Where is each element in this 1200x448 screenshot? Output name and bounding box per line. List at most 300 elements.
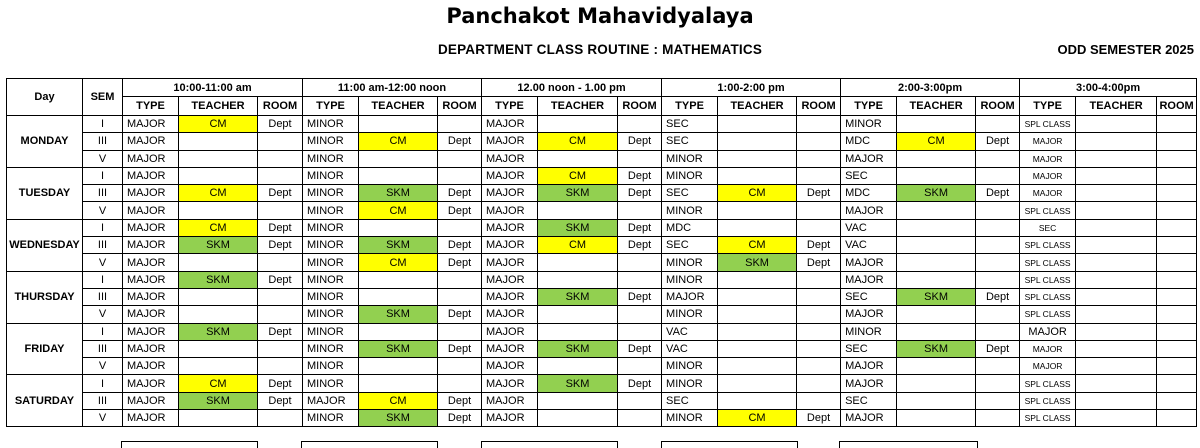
next-table-border — [481, 441, 618, 448]
room-cell: Dept — [618, 375, 662, 392]
class-type-cell: SEC — [662, 133, 718, 150]
table-row — [7, 237, 1197, 254]
room-cell — [976, 392, 1020, 409]
sem-cell: V — [83, 202, 123, 219]
column-subheader: ROOM — [258, 97, 303, 116]
room-cell — [976, 167, 1020, 184]
teacher-cell — [897, 375, 976, 392]
room-cell — [438, 375, 482, 392]
room-cell — [976, 219, 1020, 236]
table-row — [7, 150, 1197, 167]
class-type-cell: SPL CLASS — [1020, 375, 1076, 392]
room-cell — [618, 306, 662, 323]
sem-cell: III — [83, 185, 123, 202]
column-subheader: TYPE — [1020, 97, 1076, 116]
class-type-cell: MINOR — [303, 288, 359, 305]
room-cell: Dept — [976, 340, 1020, 357]
sem-cell: I — [83, 323, 123, 340]
class-type-cell: MAJOR — [123, 340, 179, 357]
sem-cell: III — [83, 288, 123, 305]
class-type-cell: MAJOR — [1020, 323, 1076, 340]
room-cell: Dept — [438, 185, 482, 202]
room-cell: Dept — [438, 392, 482, 409]
class-type-cell: MINOR — [303, 340, 359, 357]
column-subheader: TYPE — [662, 97, 718, 116]
teacher-cell — [359, 116, 438, 133]
class-type-cell: SEC — [841, 288, 897, 305]
column-subheader: TEACHER — [897, 97, 976, 116]
sem-cell: I — [83, 375, 123, 392]
teacher-cell — [538, 271, 618, 288]
class-type-cell: MINOR — [303, 410, 359, 427]
class-type-cell: SPL CLASS — [1020, 254, 1076, 271]
teacher-cell: SKM — [897, 340, 976, 357]
table-row — [7, 133, 1197, 150]
teacher-cell — [897, 306, 976, 323]
teacher-cell: SKM — [538, 185, 618, 202]
class-type-cell: SEC — [841, 167, 897, 184]
room-cell — [1157, 150, 1197, 167]
class-type-cell: SEC — [662, 392, 718, 409]
class-type-cell: MINOR — [303, 185, 359, 202]
class-type-cell: MAJOR — [123, 306, 179, 323]
teacher-cell — [538, 306, 618, 323]
teacher-cell — [1076, 167, 1157, 184]
class-type-cell: MAJOR — [841, 271, 897, 288]
table-row — [7, 375, 1197, 392]
room-cell — [258, 133, 303, 150]
room-cell — [258, 150, 303, 167]
sem-cell: V — [83, 410, 123, 427]
room-cell — [438, 150, 482, 167]
table-row — [7, 116, 1197, 133]
room-cell — [618, 202, 662, 219]
sem-cell: I — [83, 116, 123, 133]
room-cell — [976, 306, 1020, 323]
room-cell — [976, 323, 1020, 340]
teacher-cell — [718, 202, 797, 219]
teacher-cell: CM — [718, 410, 797, 427]
room-cell: Dept — [618, 167, 662, 184]
teacher-cell — [718, 392, 797, 409]
teacher-cell: SKM — [179, 392, 258, 409]
column-subheader: TEACHER — [179, 97, 258, 116]
class-type-cell: MINOR — [303, 202, 359, 219]
time-slot-header: 12.00 noon - 1.00 pm — [482, 79, 662, 97]
sem-cell: III — [83, 392, 123, 409]
day-cell: WEDNESDAY — [7, 219, 83, 271]
teacher-cell — [897, 410, 976, 427]
teacher-cell: CM — [538, 237, 618, 254]
teacher-cell — [718, 288, 797, 305]
time-slot-header: 1:00-2:00 pm — [662, 79, 841, 97]
sem-cell: I — [83, 219, 123, 236]
day-cell: TUESDAY — [7, 167, 83, 219]
column-subheader: ROOM — [976, 97, 1020, 116]
room-cell: Dept — [258, 116, 303, 133]
teacher-cell — [179, 150, 258, 167]
room-cell: Dept — [258, 392, 303, 409]
room-cell: Dept — [438, 254, 482, 271]
class-type-cell: MINOR — [303, 306, 359, 323]
class-type-cell: VAC — [662, 323, 718, 340]
class-type-cell: MDC — [841, 133, 897, 150]
room-cell — [438, 323, 482, 340]
class-type-cell: MINOR — [303, 133, 359, 150]
column-subheader: ROOM — [1157, 97, 1197, 116]
time-slot-header: 3:00-4:00pm — [1020, 79, 1197, 97]
teacher-cell — [1076, 410, 1157, 427]
class-type-cell: VAC — [841, 237, 897, 254]
class-type-cell: MAJOR — [482, 340, 538, 357]
room-cell — [258, 254, 303, 271]
room-cell — [1157, 254, 1197, 271]
teacher-cell — [359, 150, 438, 167]
class-type-cell: MINOR — [662, 410, 718, 427]
room-cell — [1157, 202, 1197, 219]
class-type-cell: MAJOR — [841, 254, 897, 271]
class-type-cell: MAJOR — [123, 375, 179, 392]
room-cell — [797, 116, 841, 133]
room-cell — [1157, 392, 1197, 409]
sem-cell: III — [83, 340, 123, 357]
class-type-cell: MAJOR — [1020, 133, 1076, 150]
class-type-cell: MAJOR — [841, 306, 897, 323]
teacher-cell — [718, 150, 797, 167]
teacher-cell — [1076, 237, 1157, 254]
room-cell — [797, 271, 841, 288]
teacher-cell — [1076, 288, 1157, 305]
teacher-cell — [1076, 392, 1157, 409]
table-row — [7, 410, 1197, 427]
teacher-cell — [538, 116, 618, 133]
teacher-cell — [179, 167, 258, 184]
column-subheader: TYPE — [482, 97, 538, 116]
teacher-cell: SKM — [359, 410, 438, 427]
room-cell — [1157, 271, 1197, 288]
room-cell — [438, 167, 482, 184]
class-type-cell: MINOR — [662, 375, 718, 392]
class-type-cell: MAJOR — [1020, 185, 1076, 202]
teacher-cell — [897, 167, 976, 184]
room-cell: Dept — [438, 133, 482, 150]
class-type-cell: MAJOR — [123, 202, 179, 219]
room-cell — [1157, 358, 1197, 375]
teacher-cell — [897, 358, 976, 375]
teacher-cell — [718, 167, 797, 184]
class-type-cell: MINOR — [662, 150, 718, 167]
room-cell: Dept — [618, 288, 662, 305]
room-cell — [618, 358, 662, 375]
teacher-cell: SKM — [179, 271, 258, 288]
day-cell: THURSDAY — [7, 271, 83, 323]
class-type-cell: SEC — [841, 392, 897, 409]
sem-cell: V — [83, 254, 123, 271]
class-type-cell: VAC — [841, 219, 897, 236]
room-cell: Dept — [618, 340, 662, 357]
class-type-cell: MAJOR — [482, 237, 538, 254]
teacher-cell: CM — [538, 167, 618, 184]
room-cell — [797, 133, 841, 150]
sem-cell: V — [83, 306, 123, 323]
class-type-cell: SEC — [662, 237, 718, 254]
column-subheader: TYPE — [123, 97, 179, 116]
class-type-cell: MINOR — [303, 358, 359, 375]
class-type-cell: MAJOR — [123, 150, 179, 167]
class-type-cell: MINOR — [303, 254, 359, 271]
class-type-cell: MAJOR — [123, 219, 179, 236]
room-cell — [1157, 323, 1197, 340]
class-type-cell: MAJOR — [123, 133, 179, 150]
room-cell — [258, 167, 303, 184]
class-type-cell: MAJOR — [123, 410, 179, 427]
room-cell — [618, 271, 662, 288]
teacher-cell: SKM — [179, 237, 258, 254]
room-cell: Dept — [976, 133, 1020, 150]
table-row — [7, 323, 1197, 340]
class-type-cell: MINOR — [303, 375, 359, 392]
class-type-cell: MAJOR — [482, 202, 538, 219]
class-type-cell: MAJOR — [1020, 167, 1076, 184]
room-cell — [976, 150, 1020, 167]
teacher-cell — [718, 133, 797, 150]
teacher-cell: SKM — [718, 254, 797, 271]
teacher-cell — [538, 202, 618, 219]
teacher-cell — [179, 202, 258, 219]
semester-label: ODD SEMESTER 2025 — [1057, 42, 1194, 57]
teacher-cell — [897, 392, 976, 409]
teacher-cell — [1076, 150, 1157, 167]
room-cell — [1157, 185, 1197, 202]
table-row — [7, 288, 1197, 305]
class-type-cell: MAJOR — [123, 185, 179, 202]
room-cell — [797, 358, 841, 375]
class-type-cell: MAJOR — [482, 323, 538, 340]
teacher-cell — [1076, 306, 1157, 323]
day-cell: MONDAY — [7, 116, 83, 168]
teacher-cell — [718, 375, 797, 392]
class-type-cell: MINOR — [662, 202, 718, 219]
room-cell — [618, 150, 662, 167]
class-type-cell: MAJOR — [841, 202, 897, 219]
class-type-cell: MAJOR — [1020, 150, 1076, 167]
next-table-border — [121, 441, 258, 448]
sem-header: SEM — [83, 79, 123, 116]
teacher-cell — [538, 323, 618, 340]
class-type-cell: MINOR — [662, 167, 718, 184]
room-cell: Dept — [258, 323, 303, 340]
room-cell — [976, 410, 1020, 427]
room-cell — [438, 219, 482, 236]
class-type-cell: MAJOR — [482, 358, 538, 375]
teacher-cell — [718, 116, 797, 133]
teacher-cell — [897, 150, 976, 167]
room-cell — [976, 237, 1020, 254]
class-type-cell: MINOR — [303, 116, 359, 133]
column-subheader: TEACHER — [1076, 97, 1157, 116]
teacher-cell — [1076, 185, 1157, 202]
teacher-cell: SKM — [359, 306, 438, 323]
teacher-cell — [718, 340, 797, 357]
room-cell: Dept — [976, 185, 1020, 202]
class-type-cell: MINOR — [662, 306, 718, 323]
class-type-cell: MAJOR — [123, 237, 179, 254]
class-type-cell: MAJOR — [482, 410, 538, 427]
room-cell — [797, 392, 841, 409]
teacher-cell — [718, 306, 797, 323]
class-type-cell: MAJOR — [123, 323, 179, 340]
table-row — [7, 340, 1197, 357]
teacher-cell — [179, 410, 258, 427]
teacher-cell: CM — [179, 185, 258, 202]
next-table-border — [661, 441, 798, 448]
teacher-cell — [179, 254, 258, 271]
room-cell — [618, 116, 662, 133]
table-row — [7, 271, 1197, 288]
room-cell: Dept — [797, 185, 841, 202]
teacher-cell: SKM — [359, 340, 438, 357]
room-cell: Dept — [258, 375, 303, 392]
room-cell — [618, 254, 662, 271]
room-cell: Dept — [618, 133, 662, 150]
class-type-cell: MINOR — [303, 271, 359, 288]
time-slot-header: 11:00 am-12:00 noon — [303, 79, 482, 97]
room-cell — [797, 306, 841, 323]
teacher-cell — [897, 323, 976, 340]
class-type-cell: SPL CLASS — [1020, 306, 1076, 323]
teacher-cell — [179, 288, 258, 305]
table-row — [7, 392, 1197, 409]
day-cell: FRIDAY — [7, 323, 83, 375]
room-cell — [438, 358, 482, 375]
teacher-cell — [1076, 340, 1157, 357]
class-type-cell: MINOR — [662, 254, 718, 271]
teacher-cell: SKM — [538, 375, 618, 392]
class-type-cell: SPL CLASS — [1020, 237, 1076, 254]
class-type-cell: MAJOR — [123, 116, 179, 133]
teacher-cell: CM — [359, 133, 438, 150]
room-cell — [797, 202, 841, 219]
room-cell — [258, 306, 303, 323]
class-type-cell: MAJOR — [841, 410, 897, 427]
class-type-cell: MAJOR — [123, 271, 179, 288]
class-type-cell: MAJOR — [482, 375, 538, 392]
table-row — [7, 219, 1197, 236]
room-cell — [438, 116, 482, 133]
time-slot-header: 2:00-3:00pm — [841, 79, 1020, 97]
table-row — [7, 306, 1197, 323]
class-type-cell: MAJOR — [482, 116, 538, 133]
class-type-cell: MAJOR — [482, 306, 538, 323]
time-slot-header: 10:00-11:00 am — [123, 79, 303, 97]
teacher-cell — [179, 340, 258, 357]
sem-cell: III — [83, 133, 123, 150]
column-subheader: ROOM — [618, 97, 662, 116]
class-type-cell: MAJOR — [123, 254, 179, 271]
class-type-cell: SPL CLASS — [1020, 392, 1076, 409]
class-type-cell: MAJOR — [1020, 358, 1076, 375]
room-cell — [976, 375, 1020, 392]
room-cell: Dept — [438, 340, 482, 357]
teacher-cell — [179, 306, 258, 323]
table-row — [7, 185, 1197, 202]
next-table-border — [839, 441, 978, 448]
room-cell — [1157, 288, 1197, 305]
teacher-cell — [718, 358, 797, 375]
class-type-cell: MAJOR — [123, 167, 179, 184]
room-cell: Dept — [258, 185, 303, 202]
routine-subtitle: DEPARTMENT CLASS ROUTINE : MATHEMATICS — [437, 42, 763, 57]
table-row — [7, 358, 1197, 375]
teacher-cell — [718, 323, 797, 340]
sem-cell: III — [83, 237, 123, 254]
class-type-cell: MDC — [841, 185, 897, 202]
room-cell — [1157, 340, 1197, 357]
teacher-cell — [359, 288, 438, 305]
class-type-cell: SPL CLASS — [1020, 410, 1076, 427]
class-type-cell: MAJOR — [482, 185, 538, 202]
room-cell — [797, 340, 841, 357]
room-cell — [797, 323, 841, 340]
room-cell — [797, 219, 841, 236]
room-cell — [618, 392, 662, 409]
room-cell: Dept — [618, 185, 662, 202]
room-cell — [618, 410, 662, 427]
teacher-cell — [538, 254, 618, 271]
room-cell — [1157, 306, 1197, 323]
room-cell: Dept — [258, 219, 303, 236]
room-cell — [258, 202, 303, 219]
class-type-cell: SPL CLASS — [1020, 116, 1076, 133]
class-type-cell: MINOR — [303, 167, 359, 184]
teacher-cell: CM — [897, 133, 976, 150]
room-cell: Dept — [438, 202, 482, 219]
class-type-cell: MINOR — [303, 150, 359, 167]
teacher-cell — [718, 219, 797, 236]
teacher-cell: SKM — [179, 323, 258, 340]
room-cell: Dept — [618, 219, 662, 236]
column-subheader: TEACHER — [538, 97, 618, 116]
teacher-cell — [538, 150, 618, 167]
teacher-cell: CM — [359, 254, 438, 271]
class-type-cell: MAJOR — [841, 358, 897, 375]
teacher-cell: SKM — [897, 288, 976, 305]
room-cell — [618, 323, 662, 340]
day-cell: SATURDAY — [7, 375, 83, 427]
teacher-cell — [897, 202, 976, 219]
teacher-cell: CM — [179, 116, 258, 133]
room-cell: Dept — [438, 237, 482, 254]
teacher-cell — [1076, 375, 1157, 392]
class-type-cell: MAJOR — [482, 392, 538, 409]
class-type-cell: MAJOR — [841, 375, 897, 392]
class-type-cell: MAJOR — [482, 288, 538, 305]
sem-cell: I — [83, 271, 123, 288]
room-cell — [258, 358, 303, 375]
teacher-cell: SKM — [538, 340, 618, 357]
class-type-cell: SEC — [1020, 219, 1076, 236]
teacher-cell — [359, 358, 438, 375]
teacher-cell — [179, 133, 258, 150]
teacher-cell — [1076, 133, 1157, 150]
teacher-cell — [1076, 116, 1157, 133]
room-cell — [258, 340, 303, 357]
teacher-cell — [1076, 202, 1157, 219]
room-cell — [976, 271, 1020, 288]
room-cell — [1157, 237, 1197, 254]
class-type-cell: MAJOR — [482, 150, 538, 167]
teacher-cell: SKM — [359, 185, 438, 202]
